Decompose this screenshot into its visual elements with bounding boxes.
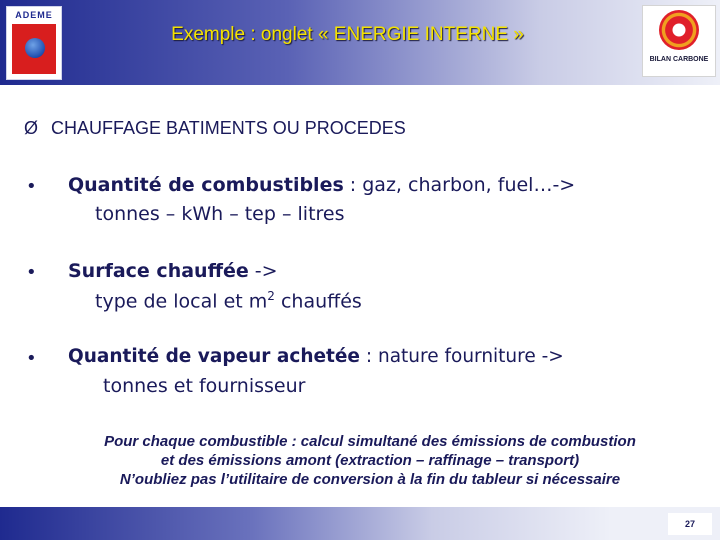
bullet-icon: •: [26, 176, 37, 197]
ademe-logo-text: ADEME: [15, 10, 53, 20]
list-item-rest: ->: [248, 260, 278, 282]
arrow-bullet-icon: Ø: [24, 118, 39, 138]
list-item-detail: tonnes et fournisseur: [103, 375, 306, 397]
note-block: [40, 432, 700, 489]
note-line: Pour chaque combustible : calcul simultané des émissions de combustion: [104, 433, 636, 450]
slide-footer: [0, 507, 720, 540]
note-line: N’oubliez pas l’utilitaire de conversion à la fin du tableur si nécessaire: [119, 471, 621, 488]
list-item: [68, 260, 278, 282]
list-item-detail-text: type de local et m: [95, 290, 268, 313]
target-ring-icon: [659, 10, 699, 50]
ademe-logo-block: [12, 24, 56, 74]
list-item-rest: : nature fourniture ->: [359, 346, 564, 367]
bilan-carbone-logo-text: BILAN CARBONE: [649, 56, 709, 63]
superscript: 2: [267, 289, 275, 303]
bilan-carbone-logo: [642, 5, 716, 77]
list-item-bold: Surface chauffée: [68, 260, 249, 282]
bullet-icon: •: [26, 348, 37, 369]
list-item-detail: tonnes – kWh – tep – litres: [95, 203, 345, 225]
list-item-bold: Quantité de combustibles: [68, 174, 344, 196]
section-heading-text: CHAUFFAGE BATIMENTS OU PROCEDES: [51, 118, 406, 138]
list-item-detail-text: chauffés: [274, 290, 362, 313]
globe-icon: [25, 38, 45, 58]
list-item-bold: Quantité de vapeur achetée: [68, 346, 360, 367]
page-number: 27: [668, 513, 712, 535]
list-item: [68, 346, 564, 367]
section-heading: [24, 118, 406, 139]
bullet-icon: •: [26, 262, 37, 283]
slide-header: [0, 0, 720, 85]
list-item: [68, 174, 575, 196]
ademe-logo: [6, 6, 62, 80]
note-line: et des émissions amont (extraction – raffinage – transport): [160, 452, 580, 469]
list-item-rest: : gaz, charbon, fuel…->: [343, 174, 576, 196]
slide-title: Exemple : onglet « ENERGIE INTERNE »: [171, 24, 524, 45]
list-item-detail: [95, 289, 362, 312]
